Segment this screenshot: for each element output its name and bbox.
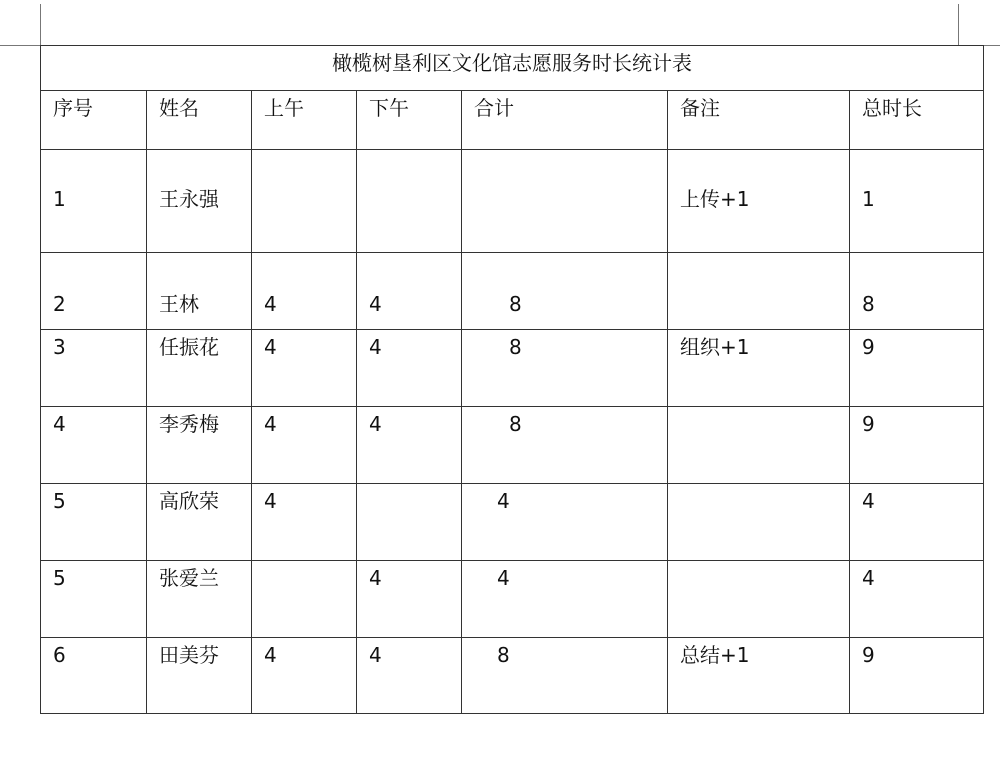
cell-no[interactable]: 2 [41,253,147,330]
cell-name[interactable]: 张爱兰 [147,561,252,638]
cell-afternoon[interactable]: 4 [357,561,462,638]
cell-sum[interactable]: 8 [462,638,668,714]
cell-total-hours[interactable]: 4 [850,561,984,638]
cell-sum[interactable]: 4 [462,561,668,638]
cell-afternoon[interactable]: 4 [357,638,462,714]
cell-sum[interactable] [462,150,668,253]
cell-afternoon[interactable]: 4 [357,330,462,407]
cell-note[interactable]: 上传+1 [668,150,850,253]
volunteer-hours-table [40,45,984,714]
cell-note[interactable]: 总结+1 [668,638,850,714]
title-row [41,46,984,91]
cell-total-hours[interactable]: 8 [850,253,984,330]
table-row [41,561,984,638]
cell-total-hours[interactable]: 9 [850,638,984,714]
cell-sum[interactable]: 8 [462,253,668,330]
cell-name[interactable]: 任振花 [147,330,252,407]
cell-morning[interactable] [252,561,357,638]
cell-morning[interactable]: 4 [252,638,357,714]
cell-afternoon[interactable]: 4 [357,253,462,330]
cell-afternoon[interactable]: 4 [357,407,462,484]
cell-total-hours[interactable]: 1 [850,150,984,253]
cell-note[interactable] [668,253,850,330]
cell-note[interactable] [668,484,850,561]
header-morning[interactable]: 上午 [252,91,357,150]
cell-name[interactable]: 高欣荣 [147,484,252,561]
cell-no[interactable]: 4 [41,407,147,484]
cell-name[interactable]: 李秀梅 [147,407,252,484]
cell-no[interactable]: 5 [41,561,147,638]
cell-afternoon[interactable] [357,484,462,561]
cell-morning[interactable]: 4 [252,253,357,330]
cell-note[interactable]: 组织+1 [668,330,850,407]
cell-total-hours[interactable]: 9 [850,407,984,484]
header-total-hours[interactable]: 总时长 [850,91,984,150]
table-row [41,638,984,714]
cell-total-hours[interactable]: 9 [850,330,984,407]
cell-no[interactable]: 6 [41,638,147,714]
cell-no[interactable]: 3 [41,330,147,407]
cell-morning[interactable]: 4 [252,484,357,561]
table-row [41,407,984,484]
table-row [41,150,984,253]
page-margin-guide-left [40,4,41,45]
cell-total-hours[interactable]: 4 [850,484,984,561]
table-title[interactable]: 橄榄树垦利区文化馆志愿服务时长统计表 [41,46,984,91]
table-row [41,330,984,407]
page-margin-guide-right [958,4,959,45]
cell-name[interactable]: 田美芬 [147,638,252,714]
cell-name[interactable]: 王永强 [147,150,252,253]
cell-morning[interactable]: 4 [252,330,357,407]
header-name[interactable]: 姓名 [147,91,252,150]
cell-sum[interactable]: 8 [462,330,668,407]
header-afternoon[interactable]: 下午 [357,91,462,150]
header-no[interactable]: 序号 [41,91,147,150]
cell-morning[interactable] [252,150,357,253]
cell-afternoon[interactable] [357,150,462,253]
cell-morning[interactable]: 4 [252,407,357,484]
cell-no[interactable]: 1 [41,150,147,253]
cell-no[interactable]: 5 [41,484,147,561]
cell-sum[interactable]: 8 [462,407,668,484]
table-row [41,484,984,561]
cell-name[interactable]: 王林 [147,253,252,330]
header-note[interactable]: 备注 [668,91,850,150]
cell-sum[interactable]: 4 [462,484,668,561]
cell-note[interactable] [668,561,850,638]
table-row [41,253,984,330]
header-sum[interactable]: 合计 [462,91,668,150]
header-row [41,91,984,150]
cell-note[interactable] [668,407,850,484]
